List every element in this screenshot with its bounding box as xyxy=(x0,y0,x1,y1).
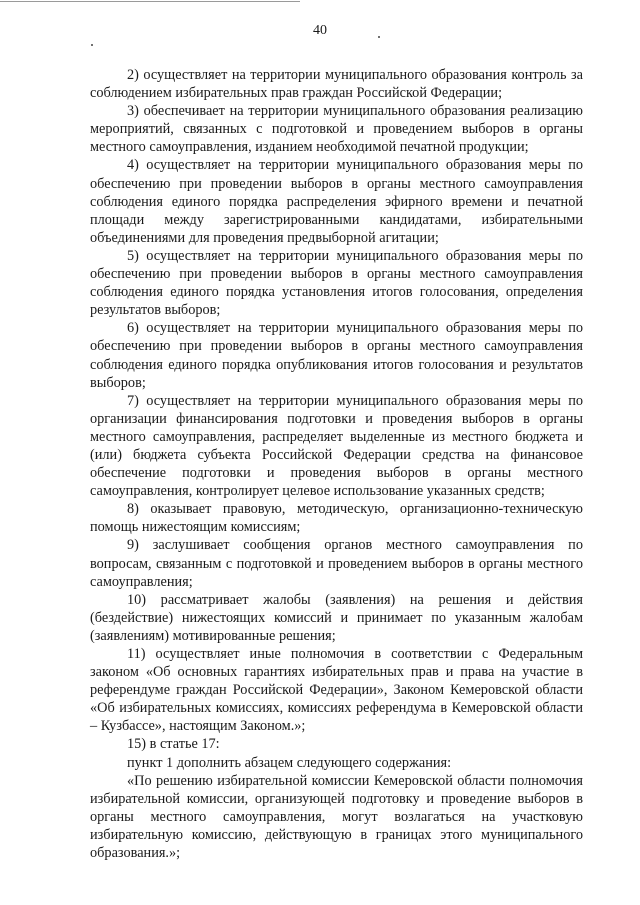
paragraph: 2) осуществляет на территории муниципального образования контроль за соблюдением избирательных прав граждан Российской Федерации; xyxy=(90,67,583,102)
paragraph: пункт 1 дополнить абзацем следующего содержания: xyxy=(127,754,452,771)
paragraph: 3) обеспечивает на территории муниципального образования реализацию мероприятий, связанных с подготовкой и проведением выборов в органы местного самоуправления, изданием необходимой печатной продукции; xyxy=(90,103,583,156)
scan-edge-line xyxy=(0,1,300,2)
paragraph: 7) осуществляет на территории муниципального образования меры по организации финансирования подготовки и проведения выборов в органы местного самоуправления, распределяет выделенные из местного бюджета и (или) бюджета субъекта Российской Федерации средства на финансовое обеспечение подготовки и проведения выборов в органы местного самоуправления, контролирует целевое использование указанных средств; xyxy=(90,392,583,500)
paragraph: 10) рассматривает жалобы (заявления) на решения и действия (бездействие) нижестоящих комиссий и принимает по указанным жалобам (заявлениям) мотивированные решения; xyxy=(90,591,583,644)
paragraph: 4) осуществляет на территории муниципального образования меры по обеспечению при проведении выборов в органы местного самоуправления соблюдения единого порядка распределения эфирного времени и печатной площади между зарегистрированными кандидатами, избирательными объединениями для проведения предвыборной агитации; xyxy=(90,157,583,246)
paragraph: «По решению избирательной комиссии Кемеровской области полномочия избирательной комиссии, организующей подготовку и проведение выборов в органы местного самоуправления, могут возлагаться на участковую избирательную комиссию, действующую в границах этого муниципального образования.»; xyxy=(90,772,583,862)
paragraph: 5) осуществляет на территории муниципального образования меры по обеспечению при проведении выборов в органы местного самоуправления соблюдения единого порядка установления итогов голосования, определения результатов выборов; xyxy=(90,247,583,319)
paragraph: 9) заслушивает сообщения органов местного самоуправления по вопросам, связанным с подготовкой и проведением выборов в органы местного самоуправления; xyxy=(90,537,583,590)
paragraph: 11) осуществляет иные полномочия в соответствии с Федеральным законом «Об основных гарантиях избирательных прав и права на участие в референдуме граждан Российской Федерации», Законом Кемеровской области «Об избирательных комиссиях, комиссиях референдума в Кемеровской области – Кузбассе», настоящим Законом.»; xyxy=(90,646,583,735)
scan-speck xyxy=(91,44,93,46)
paragraph: 8) оказывает правовую, методическую, организационно-техническую помощь нижестоящим комиссиям; xyxy=(90,501,583,536)
paragraph: 6) осуществляет на территории муниципального образования меры по обеспечению при проведении выборов в органы местного самоуправления соблюдения единого порядка опубликования итогов голосования и результатов выборов; xyxy=(90,320,583,391)
paragraph: 15) в статье 17: xyxy=(127,736,220,753)
document-body xyxy=(90,66,583,862)
page-number: 40 xyxy=(313,23,327,38)
